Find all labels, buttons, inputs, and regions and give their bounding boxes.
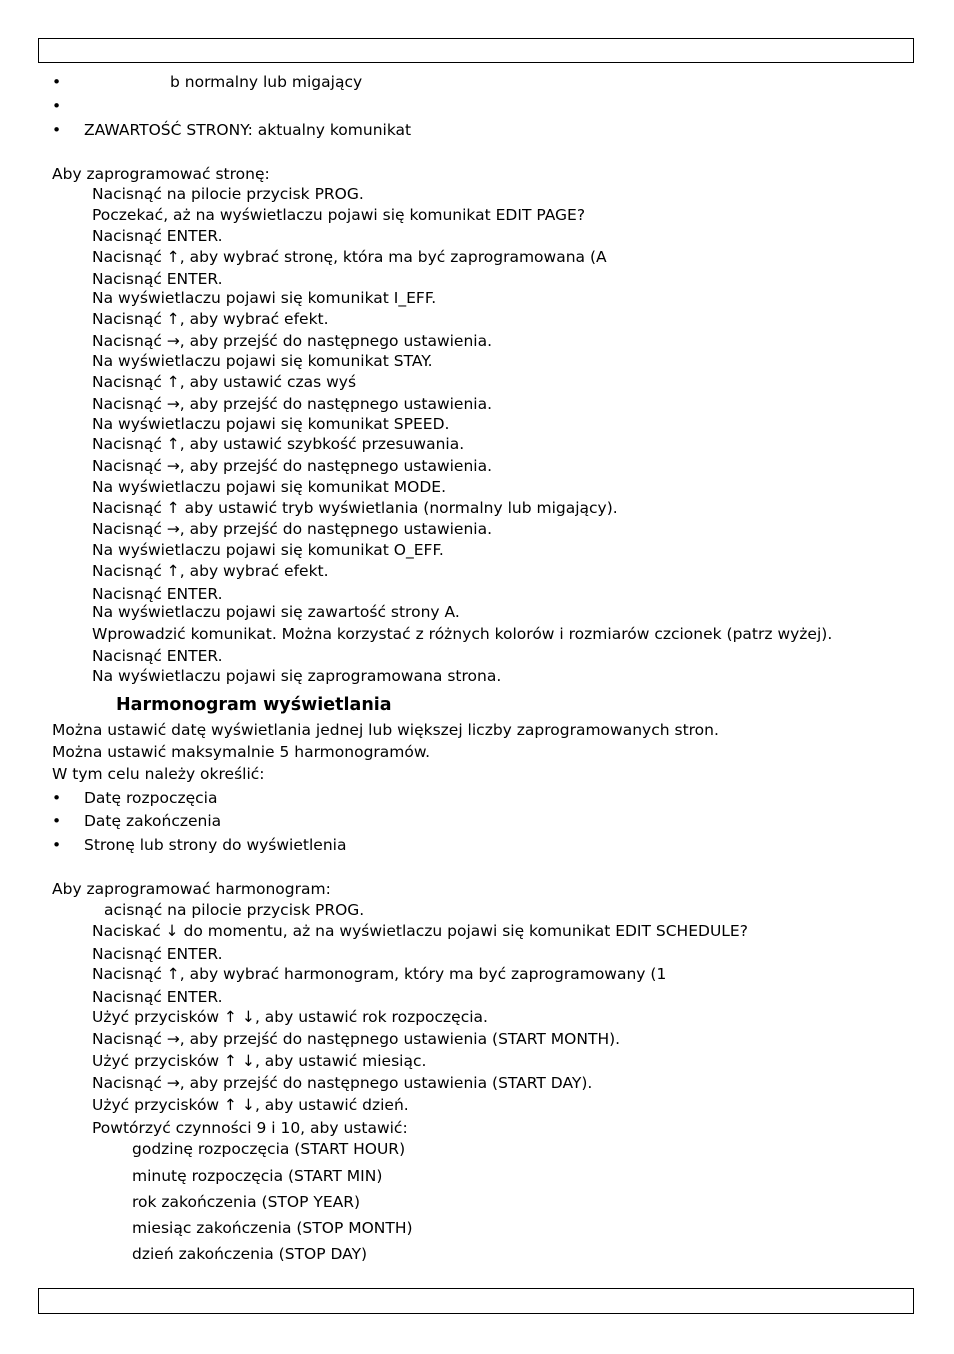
bullet-marker: •: [52, 97, 62, 115]
page-step: Na wyświetlaczu pojawi się komunikat MODE.: [92, 478, 447, 496]
schedule-step: Nacisnąć →, aby przejść do następnego ustawienia (START MONTH).: [92, 1030, 621, 1048]
section-heading-schedule: Harmonogram wyświetlania: [116, 695, 392, 715]
page-step: Nacisnąć →, aby przejść do następnego ustawienia.: [92, 520, 493, 538]
schedule-paragraph: W tym celu należy określić:: [52, 765, 265, 783]
schedule-substep: minutę rozpoczęcia (START MIN): [132, 1167, 383, 1185]
schedule-programming-intro: Aby zaprogramować harmonogram:: [52, 880, 331, 898]
schedule-substep: rok zakończenia (STOP YEAR): [132, 1193, 361, 1211]
page-step: Nacisnąć ↑, aby wybrać efekt.: [92, 310, 329, 328]
schedule-bullet-text: Datę zakończenia: [84, 812, 222, 830]
schedule-substep: dzień zakończenia (STOP DAY): [132, 1245, 368, 1263]
schedule-paragraph: Można ustawić maksymalnie 5 harmonogramów.: [52, 743, 431, 761]
page-step: Nacisnąć →, aby przejść do następnego ustawienia.: [92, 457, 493, 475]
page-step: Na wyświetlaczu pojawi się komunikat O_EFF.: [92, 541, 444, 559]
page-step: Wprowadzić komunikat. Można korzystać z różnych kolorów i rozmiarów czcionek (patrz wyżej).: [92, 625, 833, 643]
page-step: Nacisnąć →, aby przejść do następnego ustawienia.: [92, 332, 493, 350]
page-step: Na wyświetlaczu pojawi się komunikat SPEED.: [92, 415, 450, 433]
page-step: Nacisnąć ↑, aby ustawić czas wyś: [92, 373, 357, 391]
page-step: Na wyświetlaczu pojawi się zaprogramowana strona.: [92, 667, 502, 685]
schedule-bullet-text: Datę rozpoczęcia: [84, 789, 218, 807]
schedule-paragraph: Można ustawić datę wyświetlania jednej lub większej liczby zaprogramowanych stron.: [52, 721, 719, 739]
schedule-step: Użyć przycisków ↑ ↓, aby ustawić miesiąc.: [92, 1052, 427, 1070]
page-step: Nacisnąć ↑ aby ustawić tryb wyświetlania (normalny lub migający).: [92, 499, 618, 517]
bullet-marker: •: [52, 836, 62, 854]
page-step: Nacisnąć ENTER.: [92, 270, 223, 288]
schedule-step: acisnąć na pilocie przycisk PROG.: [104, 901, 365, 919]
schedule-step: Nacisnąć →, aby przejść do następnego ustawienia (START DAY).: [92, 1074, 593, 1092]
page-footer-box: [38, 1288, 914, 1314]
page-step: Poczekać, aż na wyświetlaczu pojawi się komunikat EDIT PAGE?: [92, 206, 586, 224]
bullet-marker: •: [52, 73, 62, 91]
page-step: Nacisnąć ↑, aby wybrać stronę, która ma być zaprogramowana (A: [92, 248, 607, 266]
top-bullet-text: b normalny lub migający: [170, 73, 363, 91]
schedule-step: Użyć przycisków ↑ ↓, aby ustawić rok rozpoczęcia.: [92, 1008, 488, 1026]
page-step: Nacisnąć ENTER.: [92, 647, 223, 665]
schedule-step: Nacisnąć ENTER.: [92, 988, 223, 1006]
page-step: Nacisnąć →, aby przejść do następnego ustawienia.: [92, 395, 493, 413]
schedule-step: Naciskać ↓ do momentu, aż na wyświetlaczu pojawi się komunikat EDIT SCHEDULE?: [92, 922, 748, 940]
top-bullet-text: ZAWARTOŚĆ STRONY: aktualny komunikat: [84, 121, 412, 139]
page-step: Nacisnąć ↑, aby ustawić szybkość przesuwania.: [92, 435, 465, 453]
page-step: Nacisnąć ENTER.: [92, 585, 223, 603]
page-step: Na wyświetlaczu pojawi się komunikat I_EFF.: [92, 289, 437, 307]
page-step: Nacisnąć ↑, aby wybrać efekt.: [92, 562, 329, 580]
page-step: Na wyświetlaczu pojawi się komunikat STAY.: [92, 352, 433, 370]
schedule-step: Nacisnąć ↑, aby wybrać harmonogram, który ma być zaprogramowany (1: [92, 965, 667, 983]
page-step: Nacisnąć na pilocie przycisk PROG.: [92, 185, 364, 203]
bullet-marker: •: [52, 121, 62, 139]
schedule-step: Powtórzyć czynności 9 i 10, aby ustawić:: [92, 1119, 408, 1137]
page-step: Na wyświetlaczu pojawi się zawartość strony A.: [92, 603, 460, 621]
bullet-marker: •: [52, 789, 62, 807]
schedule-substep: miesiąc zakończenia (STOP MONTH): [132, 1219, 413, 1237]
bullet-marker: •: [52, 812, 62, 830]
page-header-box: [38, 38, 914, 63]
schedule-step: Nacisnąć ENTER.: [92, 945, 223, 963]
schedule-bullet-text: Stronę lub strony do wyświetlenia: [84, 836, 347, 854]
schedule-substep: godzinę rozpoczęcia (START HOUR): [132, 1140, 406, 1158]
schedule-step: Użyć przycisków ↑ ↓, aby ustawić dzień.: [92, 1096, 409, 1114]
page-programming-intro: Aby zaprogramować stronę:: [52, 165, 270, 183]
page-step: Nacisnąć ENTER.: [92, 227, 223, 245]
